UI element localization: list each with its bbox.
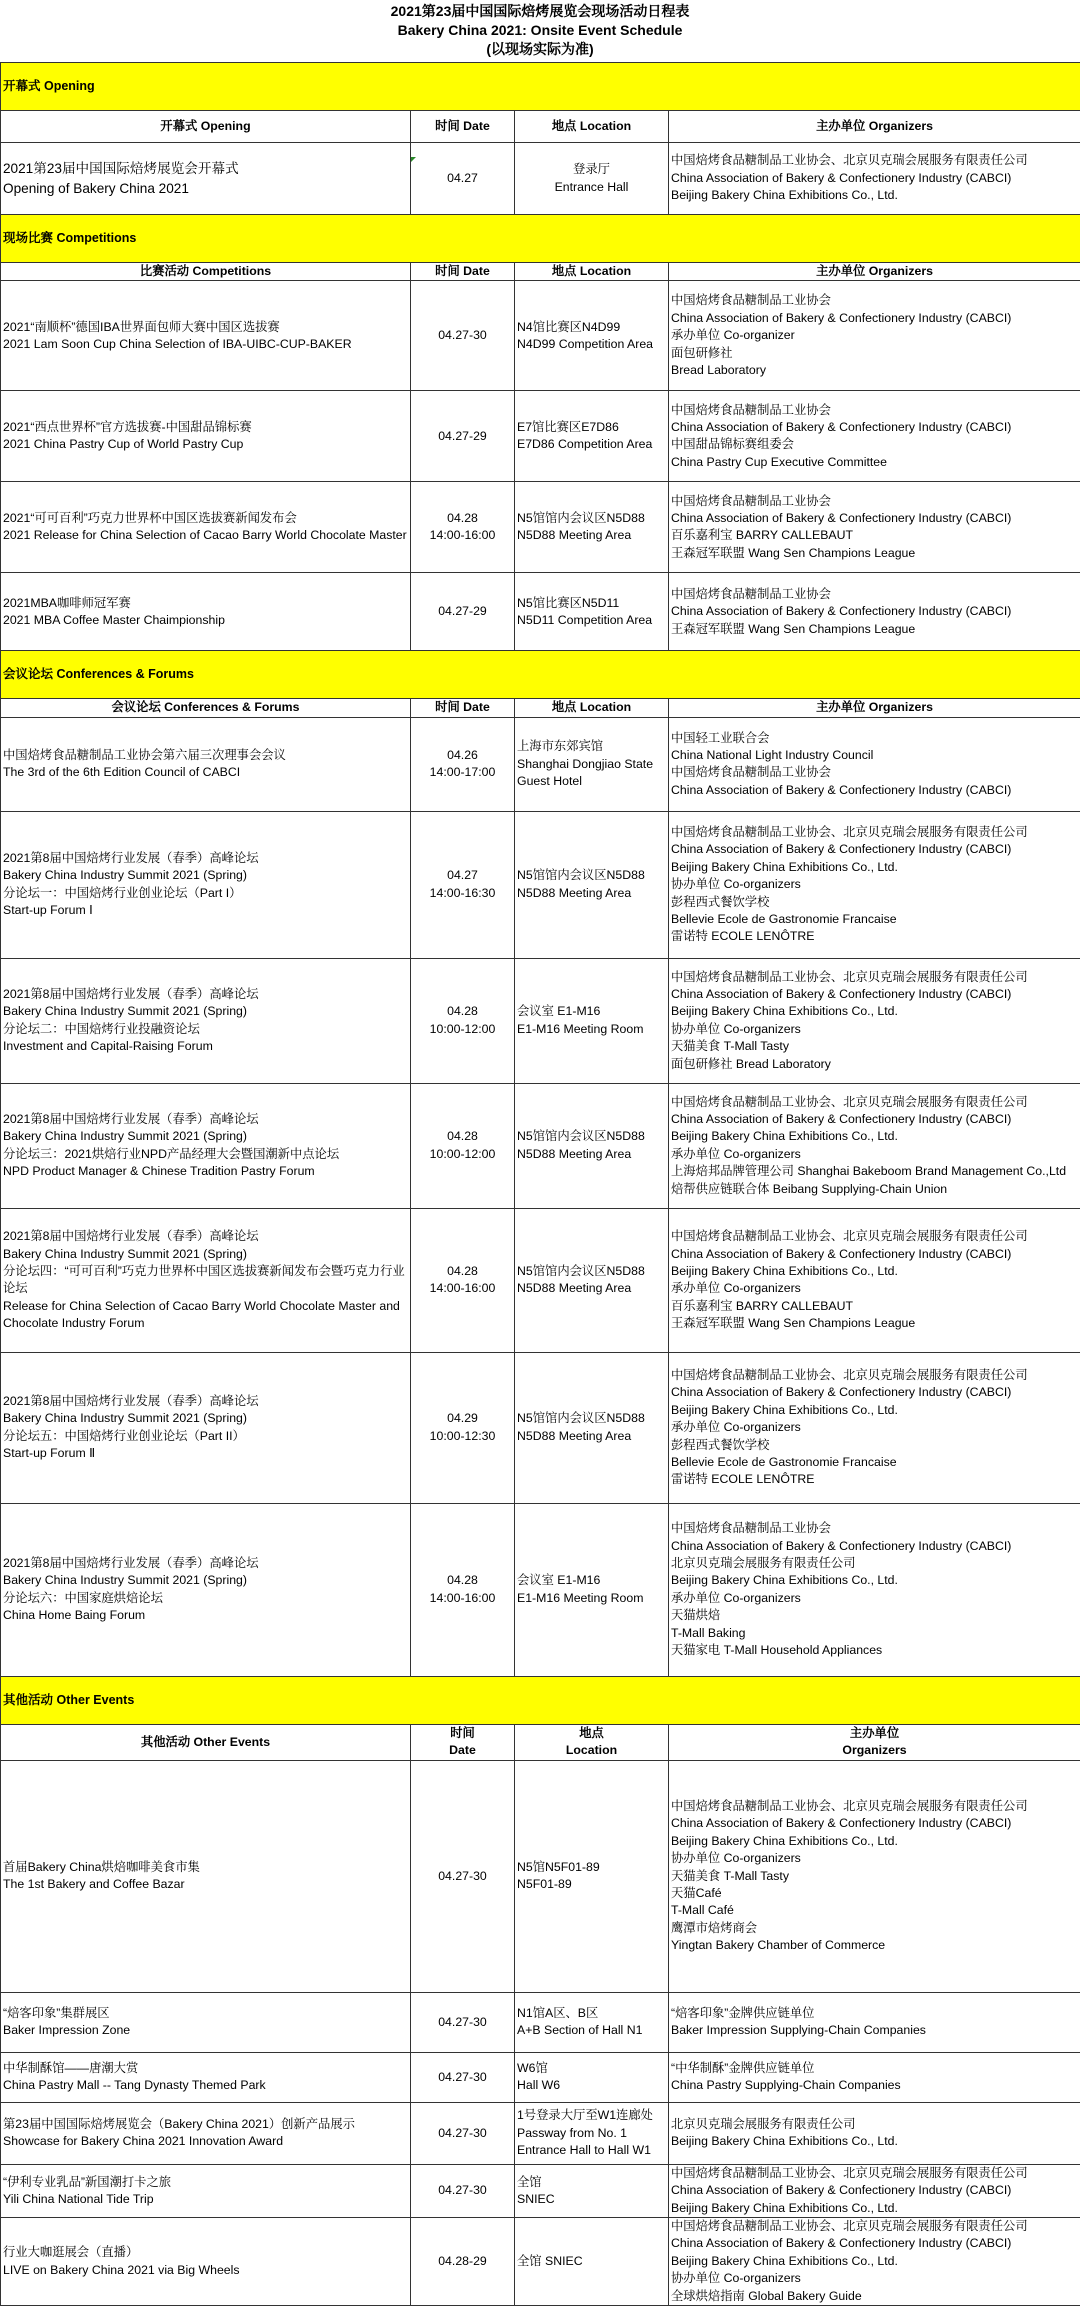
other-section-label: 其他活动 Other Events [1, 1676, 1080, 1724]
forums-header-event: 会议论坛 Conferences & Forums [1, 699, 411, 717]
location-cell: N4馆比赛区N4D99 N4D99 Competition Area [515, 281, 669, 391]
date-cell: 04.27-29 [411, 391, 515, 482]
forums-header-row [1, 699, 1080, 717]
event-cell: 中国焙烤食品糖制品工业协会第六届三次理事会会议 The 3rd of the 6th Edition Council of CABCI [1, 717, 411, 811]
opening-header-date: 时间 Date [411, 111, 515, 143]
location-cell: E7馆比赛区E7D86 E7D86 Competition Area [515, 391, 669, 482]
date-cell: 04.27-30 [411, 1992, 515, 2052]
table-row [1, 1208, 1080, 1352]
organizers-cell: 中国焙烤食品糖制品工业协会 China Association of Bakery & Confectionery Industry (CABCI) 中国甜品锦标赛组委会 China Pastry Cup Executive Committee [669, 391, 1080, 482]
location-cell: 1号登录大厅至W1连廊处 Passway from No. 1 Entrance Hall to Hall W1 [515, 2102, 669, 2164]
table-row [1, 811, 1080, 958]
date-cell: 04.27-29 [411, 573, 515, 651]
date-cell: 04.27-30 [411, 2052, 515, 2102]
comment-marker-icon [411, 157, 416, 162]
title-chinese: 2021第23届中国国际焙烤展览会现场活动日程表 [0, 2, 1080, 21]
location-cell: 会议室 E1-M16 E1-M16 Meeting Room [515, 958, 669, 1083]
event-cell: 2021第8届中国焙烤行业发展（春季）高峰论坛 Bakery China Industry Summit 2021 (Spring) 分论坛三：2021烘焙行业NPD产品经理大会暨国潮新中点论坛 NPD Product Manager & Chinese Tradition Pastry Forum [1, 1083, 411, 1208]
table-row [1, 482, 1080, 573]
event-cell: 2021MBA咖啡师冠军赛 2021 MBA Coffee Master Chaimpionship [1, 573, 411, 651]
location-cell: N5馆馆内会议区N5D88 N5D88 Meeting Area [515, 1208, 669, 1352]
table-row [1, 2052, 1080, 2102]
event-cell: 第23届中国国际焙烤展览会（Bakery China 2021）创新产品展示 Showcase for Bakery China 2021 Innovation Award [1, 2102, 411, 2164]
location-cell: N5馆比赛区N5D11 N5D11 Competition Area [515, 573, 669, 651]
forums-section-label: 会议论坛 Conferences & Forums [1, 651, 1080, 699]
date-cell: 04.28 10:00-12:00 [411, 958, 515, 1083]
competitions-section-label: 现场比赛 Competitions [1, 215, 1080, 263]
organizers-cell: 北京贝克瑞会展服务有限责任公司 Beijing Bakery China Exhibitions Co., Ltd. [669, 2102, 1080, 2164]
competitions-section-band [1, 215, 1080, 263]
competitions-header-row [1, 263, 1080, 281]
organizers-cell: 中国焙烤食品糖制品工业协会、北京贝克瑞会展服务有限责任公司 China Association of Bakery & Confectionery Industry (CABCI) Beijing Bakery China Exhibitions Co., Ltd. 承办单位 Co-organizers 彭程西式餐饮学校 Bellevie Ecole de Gastronomie Francaise 雷诺特 ECOLE LENÔTRE [669, 1352, 1080, 1503]
other-section-band [1, 1676, 1080, 1724]
table-row [1, 573, 1080, 651]
event-cell: 2021第23届中国国际焙烤展览会开幕式 Opening of Bakery China 2021 [1, 143, 411, 215]
date-cell: 04.28 14:00-16:00 [411, 1503, 515, 1676]
event-cell: “焙客印象”集群展区 Baker Impression Zone [1, 1992, 411, 2052]
event-cell: 2021第8届中国焙烤行业发展（春季）高峰论坛 Bakery China Industry Summit 2021 (Spring) 分论坛一：中国焙烤行业创业论坛（Part I） Start-up Forum Ⅰ [1, 811, 411, 958]
opening-header-event: 开幕式 Opening [1, 111, 411, 143]
organizers-cell: 中国焙烤食品糖制品工业协会、北京贝克瑞会展服务有限责任公司 China Association of Bakery & Confectionery Industry (CABCI) Beijing Bakery China Exhibitions Co., Ltd. 协办单位 Co-organizers 彭程西式餐饮学校 Bellevie Ecole de Gastronomie Francaise 雷诺特 ECOLE LENÔTRE [669, 811, 1080, 958]
event-cell: 2021第8届中国焙烤行业发展（春季）高峰论坛 Bakery China Industry Summit 2021 (Spring) 分论坛二：中国焙烤行业投融资论坛 Investment and Capital-Raising Forum [1, 958, 411, 1083]
event-cell: 2021第8届中国焙烤行业发展（春季）高峰论坛 Bakery China Industry Summit 2021 (Spring) 分论坛四：“可可百利”巧克力世界杯中国区选拔赛新闻发布会暨巧克力行业论坛 Release for China Selection of Cacao Barry World Chocolate Master and Chocolate Industry Forum [1, 1208, 411, 1352]
organizers-cell: 中国焙烤食品糖制品工业协会、北京贝克瑞会展服务有限责任公司 China Association of Bakery & Confectionery Industry (CABCI) Beijing Bakery China Exhibitions Co., Ltd. 承办单位 Co-organizers 上海焙邦品牌管理公司 Shanghai Bakeboom Brand Management Co.,Ltd 焙帮供应链联合体 Beibang Supplying-Chain Union [669, 1083, 1080, 1208]
date-cell: 04.28 14:00-16:00 [411, 1208, 515, 1352]
title-note: (以现场实际为准) [0, 40, 1080, 59]
opening-header-location: 地点 Location [515, 111, 669, 143]
location-cell: N5馆馆内会议区N5D88 N5D88 Meeting Area [515, 1083, 669, 1208]
location-cell: N5馆馆内会议区N5D88 N5D88 Meeting Area [515, 1352, 669, 1503]
organizers-cell: 中国焙烤食品糖制品工业协会、北京贝克瑞会展服务有限责任公司 China Association of Bakery & Confectionery Industry (CABCI) Beijing Bakery China Exhibitions Co., Ltd. [669, 2164, 1080, 2217]
organizers-cell: 中国焙烤食品糖制品工业协会 China Association of Bakery & Confectionery Industry (CABCI) 北京贝克瑞会展服务有限责任公司 Beijing Bakery China Exhibitions Co., Ltd. 承办单位 Co-organizers 天猫烘焙 T-Mall Baking 天猫家电 T-Mall Household Appliances [669, 1503, 1080, 1676]
location-cell: 上海市东郊宾馆 Shanghai Dongjiao State Guest Hotel [515, 717, 669, 811]
table-row [1, 1992, 1080, 2052]
date-cell: 04.28-29 [411, 2218, 515, 2306]
table-row [1, 1760, 1080, 1992]
date-cell: 04.29 10:00-12:30 [411, 1352, 515, 1503]
location-cell: N5馆馆内会议区N5D88 N5D88 Meeting Area [515, 811, 669, 958]
organizers-cell: 中国焙烤食品糖制品工业协会 China Association of Bakery & Confectionery Industry (CABCI) 承办单位 Co-organizer 面包研修社 Bread Laboratory [669, 281, 1080, 391]
organizers-cell: 中国焙烤食品糖制品工业协会、北京贝克瑞会展服务有限责任公司 China Association of Bakery & Confectionery Industry (CABCI) Beijing Bakery China Exhibitions Co., Ltd. [669, 143, 1080, 215]
organizers-cell: 中国焙烤食品糖制品工业协会 China Association of Bakery & Confectionery Industry (CABCI) 王森冠军联盟 Wang Sen Champions League [669, 573, 1080, 651]
organizers-cell: 中国焙烤食品糖制品工业协会、北京贝克瑞会展服务有限责任公司 China Association of Bakery & Confectionery Industry (CABCI) Beijing Bakery China Exhibitions Co., Ltd. 协办单位 Co-organizers 天猫美食 T-Mall Tasty 面包研修社 Bread Laboratory [669, 958, 1080, 1083]
location-cell: N5馆N5F01-89 N5F01-89 [515, 1760, 669, 1992]
schedule-table [0, 62, 1080, 2306]
competitions-header-event: 比赛活动 Competitions [1, 263, 411, 281]
organizers-cell: 中国焙烤食品糖制品工业协会、北京贝克瑞会展服务有限责任公司 China Association of Bakery & Confectionery Industry (CABCI) Beijing Bakery China Exhibitions Co., Ltd. 协办单位 Co-organizers 天猫美食 T-Mall Tasty 天猫Café T-Mall Café 鹰潭市焙烤商会 Yingtan Bakery Chamber of Commerce [669, 1760, 1080, 1992]
other-header-event: 其他活动 Other Events [1, 1724, 411, 1760]
table-row [1, 717, 1080, 811]
location-cell: 会议室 E1-M16 E1-M16 Meeting Room [515, 1503, 669, 1676]
competitions-header-organizers: 主办单位 Organizers [669, 263, 1080, 281]
title-block [0, 0, 1080, 62]
table-row [1, 143, 1080, 215]
other-header-date: 时间 Date [411, 1724, 515, 1760]
opening-section-band [1, 63, 1080, 111]
forums-section-band [1, 651, 1080, 699]
organizers-cell: 中国焙烤食品糖制品工业协会 China Association of Bakery & Confectionery Industry (CABCI) 百乐嘉利宝 BARRY CALLEBAUT 王森冠军联盟 Wang Sen Champions League [669, 482, 1080, 573]
event-cell: 2021“南顺杯”德国IBA世界面包师大赛中国区选拔赛 2021 Lam Soon Cup China Selection of IBA-UIBC-CUP-BAKER [1, 281, 411, 391]
table-row [1, 1352, 1080, 1503]
forums-header-location: 地点 Location [515, 699, 669, 717]
competitions-header-date: 时间 Date [411, 263, 515, 281]
date-cell: 04.27 [411, 143, 515, 215]
date-cell: 04.27-30 [411, 2164, 515, 2217]
event-cell: 2021“可可百利”巧克力世界杯中国区选拔赛新闻发布会 2021 Release for China Selection of Cacao Barry World Chocolate Master [1, 482, 411, 573]
location-cell: N1馆A区、B区 A+B Section of Hall N1 [515, 1992, 669, 2052]
other-header-location: 地点 Location [515, 1724, 669, 1760]
opening-section-label: 开幕式 Opening [1, 63, 1080, 111]
location-cell: 全馆 SNIEC [515, 2218, 669, 2306]
organizers-cell: 中国焙烤食品糖制品工业协会、北京贝克瑞会展服务有限责任公司 China Association of Bakery & Confectionery Industry (CABCI) Beijing Bakery China Exhibitions Co., Ltd. 承办单位 Co-organizers 百乐嘉利宝 BARRY CALLEBAUT 王森冠军联盟 Wang Sen Champions League [669, 1208, 1080, 1352]
event-cell: 2021第8届中国焙烤行业发展（春季）高峰论坛 Bakery China Industry Summit 2021 (Spring) 分论坛五：中国焙烤行业创业论坛（Part II） Start-up Forum Ⅱ [1, 1352, 411, 1503]
date-cell: 04.27 14:00-16:30 [411, 811, 515, 958]
opening-header-organizers: 主办单位 Organizers [669, 111, 1080, 143]
table-row [1, 2218, 1080, 2306]
forums-header-organizers: 主办单位 Organizers [669, 699, 1080, 717]
event-cell: 2021“西点世界杯”官方选拔赛-中国甜品锦标赛 2021 China Pastry Cup of World Pastry Cup [1, 391, 411, 482]
table-row [1, 391, 1080, 482]
table-row [1, 2164, 1080, 2217]
table-row [1, 281, 1080, 391]
date-cell: 04.27-30 [411, 281, 515, 391]
location-cell: N5馆馆内会议区N5D88 N5D88 Meeting Area [515, 482, 669, 573]
event-cell: 中华制酥馆——唐潮大赏 China Pastry Mall -- Tang Dynasty Themed Park [1, 2052, 411, 2102]
organizers-cell: 中国焙烤食品糖制品工业协会、北京贝克瑞会展服务有限责任公司 China Association of Bakery & Confectionery Industry (CABCI) Beijing Bakery China Exhibitions Co., Ltd. 协办单位 Co-organizers 全球烘焙指南 Global Bakery Guide [669, 2218, 1080, 2306]
opening-header-row [1, 111, 1080, 143]
date-cell: 04.28 10:00-12:00 [411, 1083, 515, 1208]
table-row [1, 2102, 1080, 2164]
date-cell: 04.28 14:00-16:00 [411, 482, 515, 573]
event-cell: 行业大咖逛展会（直播） LIVE on Bakery China 2021 via Big Wheels [1, 2218, 411, 2306]
date-cell: 04.26 14:00-17:00 [411, 717, 515, 811]
organizers-cell: 中国轻工业联合会 China National Light Industry Council 中国焙烤食品糖制品工业协会 China Association of Bakery & Confectionery Industry (CABCI) [669, 717, 1080, 811]
other-header-organizers: 主办单位 Organizers [669, 1724, 1080, 1760]
organizers-cell: “焙客印象”金牌供应链单位 Baker Impression Supplying-Chain Companies [669, 1992, 1080, 2052]
event-cell: “伊利专业乳品”新国潮打卡之旅 Yili China National Tide Trip [1, 2164, 411, 2217]
location-cell: W6馆 Hall W6 [515, 2052, 669, 2102]
organizers-cell: “中华制酥”金牌供应链单位 China Pastry Supplying-Chain Companies [669, 2052, 1080, 2102]
table-row [1, 1503, 1080, 1676]
other-header-row [1, 1724, 1080, 1760]
event-cell: 首届Bakery China烘焙咖啡美食市集 The 1st Bakery and Coffee Bazar [1, 1760, 411, 1992]
event-cell: 2021第8届中国焙烤行业发展（春季）高峰论坛 Bakery China Industry Summit 2021 (Spring) 分论坛六：中国家庭烘焙论坛 China Home Baing Forum [1, 1503, 411, 1676]
title-english: Bakery China 2021: Onsite Event Schedule [0, 21, 1080, 40]
forums-header-date: 时间 Date [411, 699, 515, 717]
location-cell: 登录厅 Entrance Hall [515, 143, 669, 215]
date-cell: 04.27-30 [411, 2102, 515, 2164]
table-row [1, 958, 1080, 1083]
table-row [1, 1083, 1080, 1208]
date-cell: 04.27-30 [411, 1760, 515, 1992]
competitions-header-location: 地点 Location [515, 263, 669, 281]
location-cell: 全馆 SNIEC [515, 2164, 669, 2217]
